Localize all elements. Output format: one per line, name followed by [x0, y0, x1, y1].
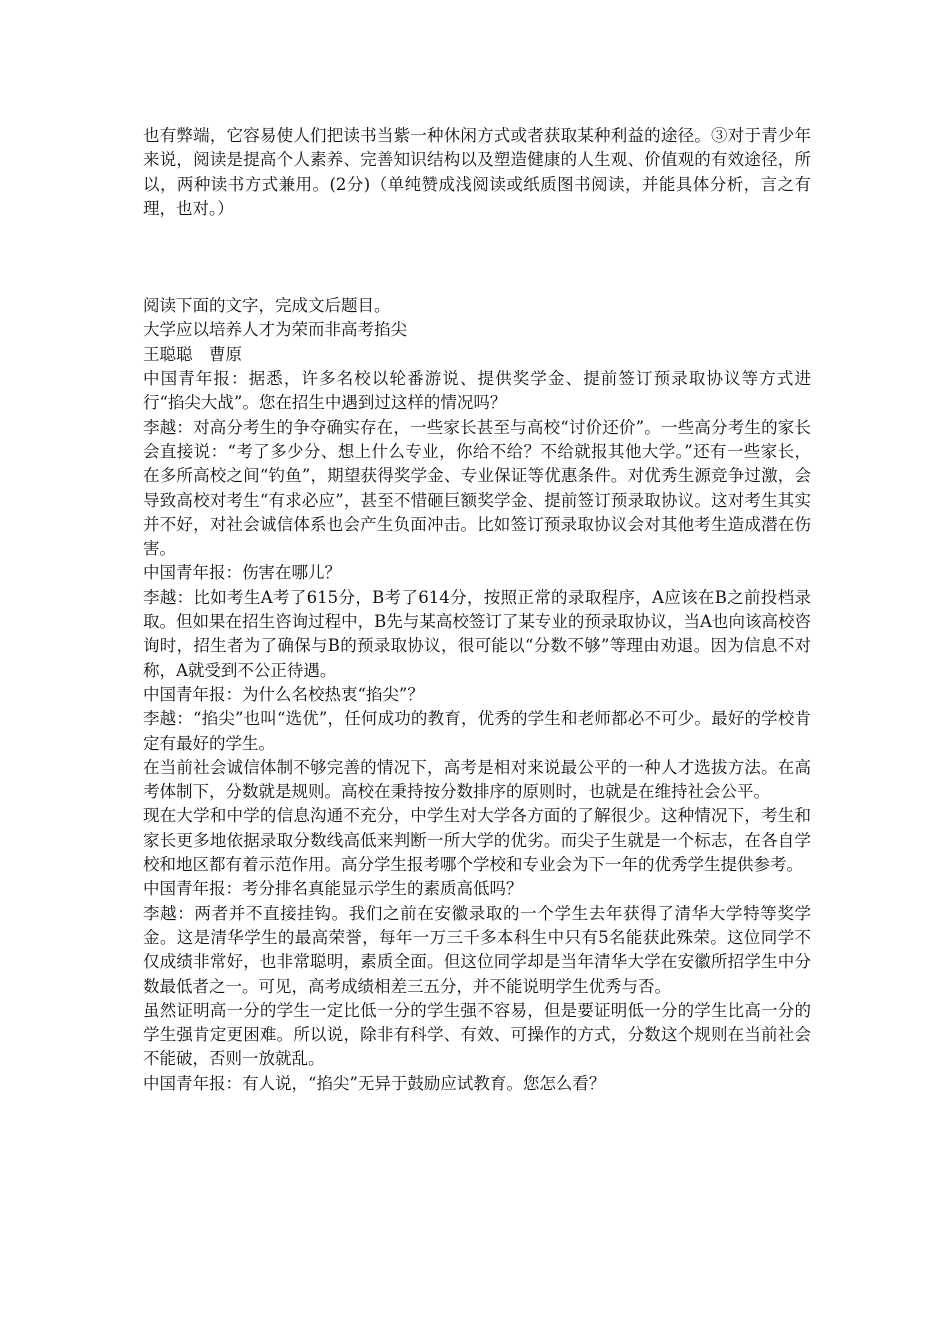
document-page: [143, 124, 811, 1096]
answer-tail-paragraph: 也有弊端，它容易使人们把读书当紫一种休闲方式或者获取某种利益的途径。③对于青少年来说，阅读是提高个人素养、完善知识结构以及塑造健康的人生观、价值观的有效途径，所以，两种读书方式兼用。(2分)（单纯赞成浅阅读或纸质图书阅读，并能具体分析，言之有理，也对。）: [143, 126, 811, 218]
interview-paragraph: 虽然证明高一分的学生一定比低一分的学生强不容易，但是要证明低一分的学生比高一分的学生强肯定更困难。所以说，除非有科学、有效、可操作的方式，分数这个规则在当前社会不能破，否则一放就乱。: [143, 1000, 811, 1069]
section-spacer: [143, 221, 811, 294]
reading-instruction: 阅读下面的文字，完成文后题目。: [143, 296, 391, 316]
interview-paragraph: 中国青年报：据悉，许多名校以轮番游说、提供奖学金、提前签订预录取协议等方式进行“掐尖大战”。您在招生中遇到过这样的情况吗？: [143, 369, 811, 413]
interview-paragraph: 中国青年报：伤害在哪儿？: [143, 563, 341, 583]
interview-paragraph: 在当前社会诚信体制不够完善的情况下，高考是相对来说最公平的一种人才选拔方法。在高考体制下，分数就是规则。高校在秉持按分数排序的原则时，也就是在维持社会公平。: [143, 757, 811, 802]
interview-paragraph: 现在大学和中学的信息沟通不充分，中学生对大学各方面的了解很少。这种情况下，考生和家长更多地依据录取分数线高低来判断一所大学的优劣。而尖子生就是一个标志，在各自学校和地区都有着示范作用。高分学生报考哪个学校和专业会为下一年的优秀学生提供参考。: [143, 806, 811, 875]
interview-paragraph: 中国青年报：考分排名真能显示学生的素质高低吗？: [143, 879, 523, 899]
article-authors: 王聪聪 曹原: [143, 344, 242, 364]
interview-paragraph: 李越：对高分考生的争夺确实存在，一些家长甚至与高校“讨价还价”。一些高分考生的家长会直接说：“考了多少分、想上什么专业，你给不给？不给就报其他大学。”还有一些家长，在多所高校之间“钓鱼”，期望获得奖学金、专业保证等优惠条件。对优秀生源竞争过激，会导致高校对考生“有求必应”，甚至不惜砸巨额奖学金、提前签订预录取协议。这对考生其实并不好，对社会诚信体系也会产生负面冲击。比如签订预录取协议会对其他考生造成潜在伤害。: [143, 417, 811, 559]
interview-paragraph: 中国青年报：为什么名校热衷“掐尖”？: [143, 684, 424, 704]
interview-paragraph: 李越：“掐尖”也叫“选优”，任何成功的教育，优秀的学生和老师都必不可少。最好的学校肯定有最好的学生。: [143, 709, 811, 753]
interview-paragraph: 中国青年报：有人说，“掐尖”无异于鼓励应试教育。您怎么看？: [143, 1073, 606, 1093]
interview-paragraph: 李越：两者并不直接挂钩。我们之前在安徽录取的一个学生去年获得了清华大学特等奖学金。这是清华学生的最高荣誉，每年一万三千多本科生中只有5名能获此殊荣。这位同学不仅成绩非常好，也非常聪明，素质全面。但这位同学却是当年清华大学在安徽所招学生中分数最低者之一。可见，高考成绩相差三五分，并不能说明学生优秀与否。: [143, 903, 811, 996]
article-title: 大学应以培养人才为荣而非高考掐尖: [143, 320, 407, 340]
interview-paragraph: 李越：比如考生A考了615分，B考了614分，按照正常的录取程序，A应该在B之前投档录取。但如果在招生咨询过程中，B先与某高校签订了某专业的预录取协议，当A也向该高校咨询时，招生者为了确保与B的预录取协议，很可能以“分数不够”等理由劝退。因为信息不对称，A就受到不公正待遇。: [143, 587, 811, 680]
